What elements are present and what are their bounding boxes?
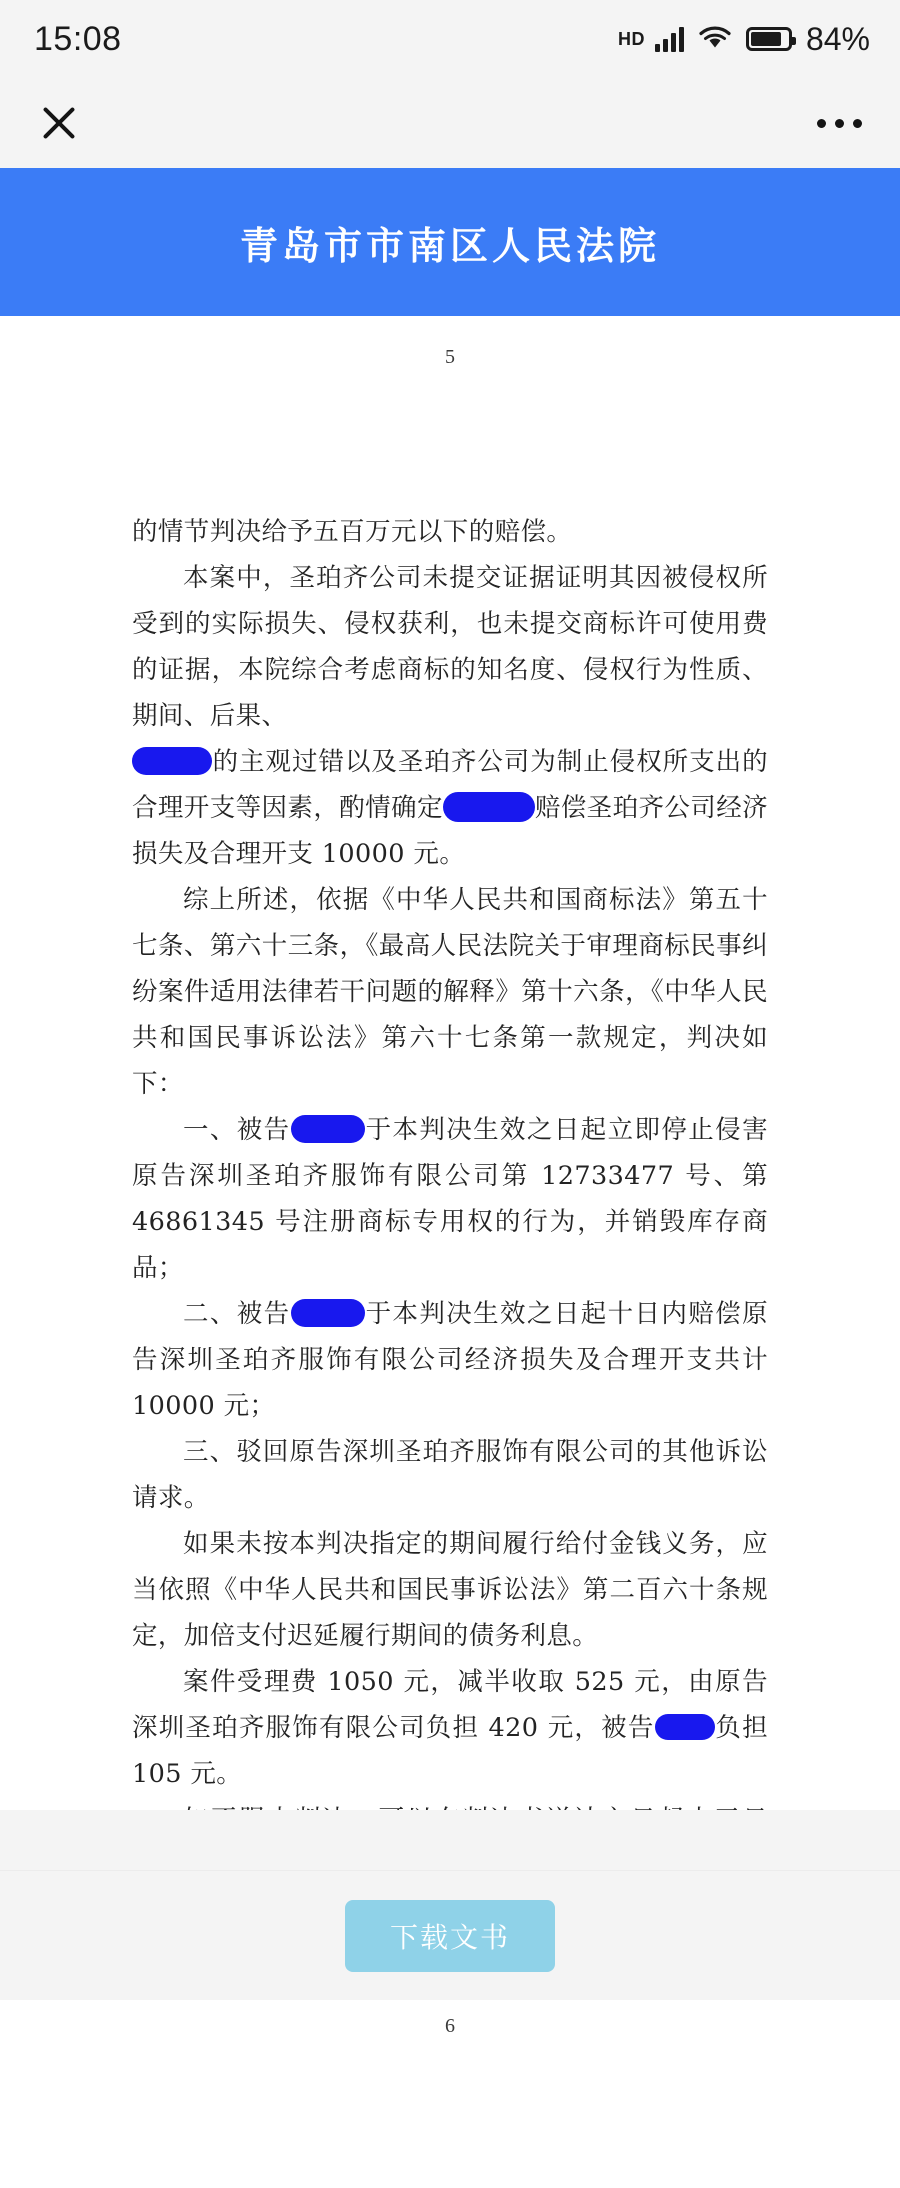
battery-icon (746, 27, 792, 51)
hd-label: HD (617, 28, 645, 49)
paragraph-with-redaction (132, 1659, 768, 1797)
paragraph-with-redaction (132, 1291, 768, 1429)
paragraph: 的情节判决给予五百万元以下的赔偿。 (132, 517, 573, 547)
redaction-mark (291, 1115, 365, 1143)
status-time: 15:08 (34, 19, 122, 58)
redaction-mark (443, 792, 535, 822)
paragraph: 综上所述，依据《中华人民共和国商标法》第五十七条、第六十三条，《最高人民法院关于审理商标民事纠纷案件适用法律若干问题的解释》第十六条，《中华人民共和国民事诉讼法》第六十七条第一款规定，判决如下： (132, 885, 768, 1099)
paragraph-with-redaction (132, 739, 768, 877)
paragraph-text: 的主观过错以及圣珀齐公司为制止侵权所支出的合理开支等因素，酌情确定 (132, 747, 768, 823)
paragraph-text: 赔偿圣珀齐公司经济损失及合理开支 10000 元。 (132, 793, 768, 869)
status-bar (0, 0, 900, 78)
paragraph: 如果未按本判决指定的期间履行给付金钱义务，应当依照《中华人民共和国民事诉讼法》第二百六十条规定，加倍支付迟延履行期间的债务利息。 (132, 1529, 768, 1651)
nav-bar (0, 78, 900, 168)
document-text (0, 509, 900, 1981)
paragraph: 本案中，圣珀齐公司未提交证据证明其因被侵权所受到的实际损失、侵权获利，也未提交商标许可使用费的证据，本院综合考虑商标的知名度、侵权行为性质、期间、后果、 (132, 563, 768, 731)
paragraph-text: 一、被告 (183, 1115, 291, 1145)
page-title: 青岛市市南区人民法院 (239, 223, 660, 268)
paragraph-text: 二、被告 (183, 1299, 291, 1329)
redaction-mark (291, 1299, 365, 1327)
download-document-button[interactable]: 下载文书 (345, 1900, 555, 1972)
document-header (0, 168, 900, 316)
footer-bar (0, 1870, 900, 2000)
signal-bars-icon (655, 26, 684, 52)
paragraph-text: 于本判决生效之日起十日内赔偿原告深圳圣珀齐服饰有限公司经济损失及合理开支共计 10000 元； (132, 1299, 768, 1421)
paragraph-text: 于本判决生效之日起立即停止侵害原告深圳圣珀齐服饰有限公司第 12733477 号、第 46861345 号注册商标专用权的行为，并销毁库存商品； (132, 1115, 768, 1283)
more-options-icon[interactable] (817, 119, 862, 128)
paragraph: 三、驳回原告深圳圣珀齐服饰有限公司的其他诉讼请求。 (132, 1437, 768, 1513)
paragraph-text: 负担 105 元。 (132, 1713, 768, 1789)
status-icons (618, 21, 870, 58)
redaction-mark (132, 747, 212, 775)
redaction-mark (655, 1714, 715, 1740)
wifi-icon (698, 24, 732, 55)
page-number-top: 5 (445, 346, 455, 368)
footer-divider-strip (0, 1810, 900, 1870)
page-number-bottom: 6 (445, 2015, 455, 2037)
paragraph-with-redaction (132, 1107, 768, 1291)
paragraph-text: 案件受理费 1050 元，减半收取 525 元，由原告深圳圣珀齐服饰有限公司负担 420 元，被告 (132, 1667, 768, 1743)
battery-percent: 84% (805, 20, 870, 57)
close-icon[interactable] (38, 102, 80, 144)
